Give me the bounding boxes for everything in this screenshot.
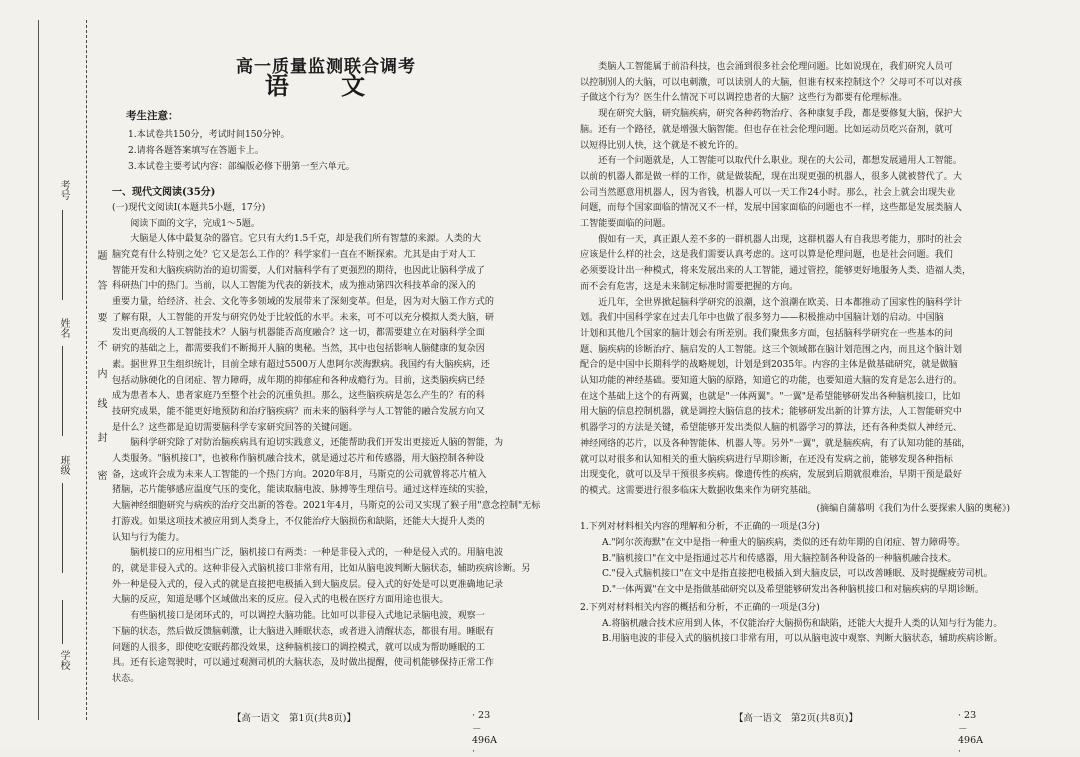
text-line: 以前的机器人都是做一样的工作，就是做装配，现在出现更强的机器人，很多人就被替代了。大 <box>580 171 962 182</box>
text-line: 重要力量，给经济、社会、文化等多领域的发展带来了深刻变革。但是，因为对大脑工作方式的 <box>112 297 494 308</box>
text-line: 在这个基础上这个的有两翼，也就是"一体两翼"。"一翼"是希望能够研发出各种脑机接口，比如 <box>580 391 961 402</box>
question-2-option-b: B.用脑电波的非侵入式的脑机接口非常有用，可以从脑电波中观察、判断大脑状态，辅助疾病诊断。 <box>602 634 1003 645</box>
notice-item: 3.本试卷主要考试内容：部编版必修下册第一至六单元。 <box>128 162 355 173</box>
text-line: 假如有一天，真正跟人差不多的一群机器人出现，这群机器人有自我思考能力，那时的社会 <box>598 234 962 245</box>
seal-word: 密 <box>95 470 106 480</box>
footer-left <box>232 710 497 757</box>
text-line: 人类服务。"脑机接口"，也被称作脑机融合技术，就是通过芯片和传感器，用大脑控制各种设 <box>112 454 485 465</box>
question-2-stem: 2.下列对材料相关内容的概括和分析，不正确的一项是(3分) <box>580 603 820 614</box>
notice-list <box>128 127 540 175</box>
page-2 <box>580 60 1010 648</box>
text-line: 发出更高级的人工智能技术？人脑与机器能否高度融合？这一切，都需要建立在对脑科学全面 <box>112 328 485 339</box>
text-line: 机器学习的方法是关键，希望能够开发出类似人脑的机器学习的算法，还有各种类似人神经元、 <box>580 423 962 434</box>
text-line: 大脑是人体中最复杂的器官。它只有大约1.5千克，却是我们所有智慧的来源。人类的大 <box>130 234 482 245</box>
question-1-option-d: D."一体两翼"在文中是指做基础研究以及希望能够研发出各种脑机接口和对脑疾病的早期诊断。 <box>602 584 984 595</box>
text-line: 具。还有长途驾驶时，可以通过观测司机的大脑状态，及时做出提醒，使司机能够保持正常工作 <box>112 658 494 669</box>
footer-right-label: 【高一语文 第2页(共8页)】 <box>734 713 859 724</box>
text-line: 计划和其他几个国家的脑计划会有所差别。我们聚焦多方面，包括脑科学研究在一些基本的问 <box>580 328 953 339</box>
school-blank <box>62 600 63 644</box>
text-line: 素。据世界卫生组织统计，目前全球有超过5500万人患阿尔茨海默病。我国约有大脑疾病，还 <box>112 359 490 370</box>
binding-margin <box>0 0 106 748</box>
text-line: 认知与行为能力。 <box>112 532 185 543</box>
school-label: 学校 <box>58 650 69 670</box>
seal-word: 要 <box>95 312 106 322</box>
text-line: 外一种是侵入式的，侵入式的就是直接把电极插入到大脑皮层。侵入式的好处是可以更准确地记录 <box>112 579 504 590</box>
text-line: 脑机接口的应用相当广泛，脑机接口有两类：一种是非侵入式的，一种是侵入式的。用脑电波 <box>130 548 504 559</box>
text-line: 还有一个问题就是，人工智能可以取代什么职业。现在的大公司，都想发展通用人工智能。 <box>598 156 962 167</box>
footer-right-code: · 23－496A · <box>958 710 983 757</box>
seal-word: 线 <box>95 398 106 408</box>
name-label: 姓名 <box>58 318 69 338</box>
question-1-option-c: C."侵入式脑机接口"在文中是指直接把电极插入到大脑皮层，可以改善睡眠、及时提醒疲劳司机。 <box>602 569 993 580</box>
text-line: 而不会有危害，这是未来制定标准时需要把握的方向。 <box>580 281 799 292</box>
text-line: 脑科学研究除了对防治脑疾病具有迫切实践意义，还能帮助我们开发出更接近人脑的智能，为 <box>130 438 504 449</box>
text-line: 认知功能的神经基础。要知道大脑的原路，知道它的功能，也要知道大脑的发育是怎么进行的。 <box>580 376 962 387</box>
text-line: 近几年，全世界掀起脑科学研究的浪潮，这个浪潮在欧美、日本都推动了国家性的脑科学计 <box>598 297 962 308</box>
text-line: 打游戏。如果这项技术被应用到人类身上，不仅能治疗大脑损伤和缺陷，还能大大提升人类的 <box>112 516 485 527</box>
seal-word: 不 <box>95 340 106 350</box>
text-line: 状态。 <box>112 673 140 684</box>
section-title: 一、现代文阅读(35分) <box>112 187 216 199</box>
section-instruction: 阅读下面的文字，完成1～5题。 <box>130 218 260 229</box>
text-line: 了解有限，人工智能的开发与研究仍处于比较低的水平。未来，可不可以充分模拟人类大脑，研 <box>112 312 494 323</box>
page-1 <box>112 46 540 688</box>
section-sub: (一)现代文阅读Ⅰ(本题共5小题，17分) <box>112 202 266 213</box>
footer-left-code: · 23－496A · <box>472 710 497 757</box>
question-1-option-a: A."阿尔茨海默"在文中是指一种重大的脑疾病，类似的还有幼年期的自闭症、智力障碍等。 <box>602 538 966 549</box>
text-line: 应该是什么样的社会，这是我们需要认真考虑的。这可以算是伦理问题，也是社会问题。我们 <box>580 250 953 261</box>
text-line: 脑究竟有什么特别之处？它又是怎么工作的？科学家们一直在不断探索。尤其是由于对人工 <box>112 249 476 260</box>
exam-id-blank <box>62 210 63 300</box>
text-line: 脑。还有一个路径，就是增强大脑智能。但也存在社会伦理问题。比如运动员吃兴奋剂，就可 <box>580 124 953 135</box>
text-line: 问题，而每个国家面临的情况又不一样，发展中国家面临的问题也不一样，这些都是发展类脑人 <box>580 203 962 214</box>
text-line: 研究的基础之上，都需要我们不断揭开人脑的奥秘。当然，其中也包括影响人脑健康的复杂因 <box>112 344 485 355</box>
text-line: 以短得比别人快，这个就是不被允许的。 <box>580 140 744 151</box>
text-line: 的，就是非侵入式的。这种非侵入式脑机接口非常有用，比如从脑电波判断大脑状态，辅助疾病诊断。另 <box>112 563 531 574</box>
text-line: 问题的人很多，即使吃安眠药都没效果，这种脑机接口的调控模式，就可以成为帮助睡眠的工 <box>112 642 485 653</box>
text-line: 大脑神经细胞研究与病疾的治疗交出新的答卷。2021年4月，马斯克的公司又实现了猴子用"意念控制"无标 <box>112 501 540 512</box>
text-line: 有些脑机接口是闭环式的，可以调控大脑功能。比如可以非侵入式地记录脑电波，观察一 <box>130 611 485 622</box>
class-label: 班级 <box>58 455 69 475</box>
footer-left-label: 【高一语文 第1页(共8页)】 <box>232 713 357 724</box>
exam-title: 高一质量监测联合调考 <box>236 57 416 77</box>
seal-line <box>86 20 87 720</box>
text-line: 科研热门中的热门。当前，以人工智能为代表的新技术，成为推动第四次科技革命的深入的 <box>112 281 476 292</box>
text-line: 就可以对很多和认知相关的重大脑疾病进行早期诊断，在还没有发病之前，能够发现各种指标 <box>580 454 953 465</box>
text-line: 猪脑，芯片能够感应温度气压的变化，能读取脑电波、脉搏等生理信号。通过这样连续的实验， <box>112 485 494 496</box>
question-1-option-b: B."脑机接口"在文中是指通过芯片和传感器，用大脑控制各种设备的一种脑机融合技术。 <box>602 553 957 564</box>
text-line: 大脑的反应，知道是哪个区域做出来的反应。侵入式的电极在医疗方面用途也很大。 <box>112 595 449 606</box>
text-line: 配合的是中国中长期科学的战略规划，计划是到2035年。内容的主体是做基础研究，就是做脑 <box>580 360 958 371</box>
subject-title: 语 文 <box>264 70 388 100</box>
seal-word: 答 <box>95 280 106 290</box>
seal-word: 内 <box>95 368 106 378</box>
text-line: 包括动脉硬化的自闭症、智力障碍，成年期的抑郁症和各种成瘾行为。目前，这类脑疾病已经 <box>112 375 485 386</box>
text-line: 子做这个行为？医生什么情况下可以调控患者的大脑？这些行为都要有伦理标准。 <box>580 93 908 104</box>
notice-heading: 考生注意： <box>126 110 179 123</box>
text-line: 现在研究大脑，研究脑疾病，研究各种药物治疗、各种康复手段，都是要修复大脑，保护大 <box>598 109 962 120</box>
notice-item: 1.本试卷共150分，考试时间150分钟。 <box>128 130 290 141</box>
class-blank <box>62 483 63 573</box>
text-line: 题、脑疾病的诊断治疗、脑启发的人工智能。这三个领域都在脑计划范围之内，而且这个脑计划 <box>580 344 962 355</box>
source-citation: (摘编自蒲慕明《我们为什么要探索人脑的奥秘》) <box>816 503 1010 514</box>
text-line: 成为患者本人、患者家庭乃至整个社会的沉重负担。那么，这些脑疾病是怎么产生的？有的科 <box>112 391 485 402</box>
notice-item: 2.请将各题答案填写在答题卡上。 <box>128 146 264 157</box>
text-line: 类脑人工智能属于前沿科技，也会涌到很多社会伦理问题。比如说现在，我们研究人员可 <box>598 62 953 72</box>
text-line: 工智能要面临的问题。 <box>580 219 671 230</box>
question-2-option-a: A.将脑机融合技术应用到人体，不仅能治疗大脑损伤和缺陷，还能大大提升人类的认知与行为能力。 <box>602 618 1003 629</box>
text-line: 必须要设计出一种模式，将来发展出来的人工智能，通过管控，能够更好地服务人类、造福人类， <box>580 266 972 277</box>
text-line: 是什么？这些都是迫切需要脑科学专家研究回答的关键问题。 <box>112 422 358 433</box>
text-line: 公司当然愿意用机器人，因为省钱，机器人可以一天工作24小时。那么，社会上就会出现失业 <box>580 187 956 198</box>
text-line: 出现变化，就可以及早干预很多疾病。像遗传性的疾病，发展到后期就很难治，早期干预是最好 <box>580 470 962 481</box>
right-body-text <box>580 60 1010 500</box>
text-line: 下脑的状态，然后做反馈脑刺激，让大脑进入睡眠状态，或者进入清醒状态，都很有用。睡眠有 <box>112 626 494 637</box>
text-line: 用大脑的信息控制机器，就是调控大脑信息的技术；能够研发出新的计算方法，人工智能研究中 <box>580 407 962 418</box>
name-blank <box>62 346 63 436</box>
text-line: 神经网络的芯片，以及各种智能体、机器人等。另外"一翼"，就是脑疾病，有了认知功能的基础， <box>580 438 971 449</box>
text-line: 技研究成果，能不能更好地预防和治疗脑疾病？而未来的脑科学与人工智能的融合发展方向又 <box>112 406 485 417</box>
seal-word: 封 <box>95 432 106 442</box>
left-body-text <box>112 232 540 687</box>
exam-id-label: 考号 <box>58 180 69 200</box>
footer-right <box>734 710 983 757</box>
margin-rule <box>38 20 39 720</box>
text-line: 划。我们中国科学家在过去几年中也做了很多努力——积极推动中国脑计划的启动。中国脑 <box>580 313 944 324</box>
text-line: 备，这或许会成为未来人工智能的一个热门方向。2020年8月，马斯克的公司就曾将芯片植入 <box>112 469 487 480</box>
text-line: 智能开发和大脑疾病防治的迫切需要，人们对脑科学有了更强烈的期待，也因此让脑科学成了 <box>112 265 485 276</box>
question-1-stem: 1.下列对材料相关内容的理解和分析，不正确的一项是(3分) <box>580 522 820 533</box>
seal-word: 题 <box>95 250 106 260</box>
text-line: 的模式。这需要进行很多临床大数据收集来作为研究基础。 <box>580 485 817 496</box>
text-line: 以控制别人的大脑，可以电刺激，可以读别人的大脑，但谁有权来控制这个？父母可不可以对孩 <box>580 77 962 88</box>
